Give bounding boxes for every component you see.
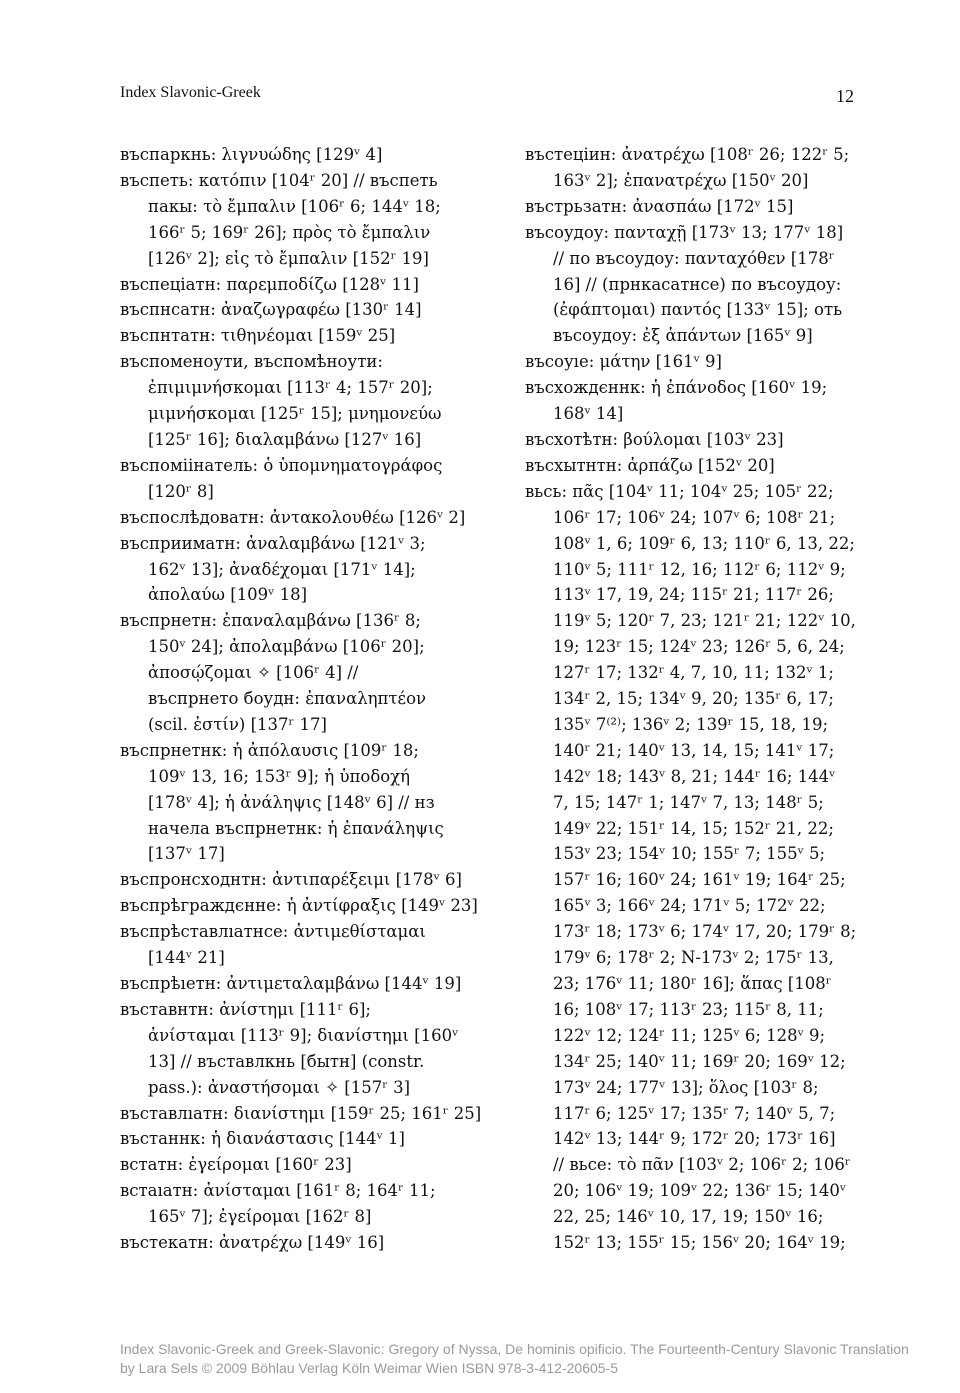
index-entry-continuation: 113ᵛ 17, 19, 24; 115ʳ 21; 117ʳ 26; [553,585,834,605]
index-entry-line: въсхождєннк: ἡ ἐπάνοδος [160ᵛ 19; [525,378,828,398]
index-entry-line: въсхытнтн: ἁρπάζω [152ᵛ 20] [525,455,775,475]
index-entry-continuation: [120ʳ 8] [148,481,214,501]
index-entry-continuation: 153ᵛ 23; 154ᵛ 10; 155ʳ 7; 155ᵛ 5; [553,844,826,864]
index-entry-line: въстекатн: ἀνατρέχω [149ᵛ 16] [120,1233,385,1253]
index-entry-continuation: 7, 15; 147ʳ 1; 147ᵛ 7, 13; 148ʳ 5; [553,792,824,812]
index-entry-continuation: 165ᵛ 3; 166ᵛ 24; 171ᵛ 5; 172ᵛ 22; [553,896,826,916]
index-entry-line: въсоуıе: μάτην [161ᵛ 9] [525,352,722,372]
index-entry-line: въсприиматн: ἀναλαμβάνω [121ᵛ 3; [120,533,426,553]
index-entry-line: встаıатн: ἀνίσταμαι [161ʳ 8; 164ʳ 11; [120,1181,436,1201]
index-entry-continuation: 119ᵛ 5; 120ʳ 7, 23; 121ʳ 21; 122ᵛ 10, [553,611,856,631]
index-entry-line: встатн: ἐγείρομαι [160ʳ 23] [120,1155,352,1175]
index-entry-line: въспоменоути, въспомѣноути: [120,352,383,372]
index-entry-continuation: 162ᵛ 13]; ἀναδέχομαι [171ᵛ 14]; [148,559,416,579]
index-column-left [120,142,482,1256]
index-entry-continuation: 110ᵛ 5; 111ʳ 12, 16; 112ʳ 6; 112ᵛ 9; [553,559,846,579]
index-entry-continuation: 22, 25; 146ᵛ 10, 17, 19; 150ᵛ 16; [553,1207,824,1227]
index-entry-continuation: 140ʳ 21; 140ᵛ 13, 14, 15; 141ᵛ 17; [553,740,835,760]
index-entry-line: въспоміінатель: ὁ ὑπομνηματογράφος [120,455,443,475]
index-entry-continuation: 142ᵛ 18; 143ᵛ 8, 21; 144ʳ 16; 144ᵛ [553,766,836,786]
index-entry-line: вьсь: πᾶς [104ᵛ 11; 104ᵛ 25; 105ʳ 22; [525,481,834,501]
index-entry-continuation: 23; 176ᵛ 11; 180ʳ 16]; ἅπας [108ʳ [553,974,832,993]
index-column-right [525,142,855,1256]
index-entry-continuation: 117ʳ 6; 125ᵛ 17; 135ʳ 7; 140ᵛ 5, 7; [553,1103,836,1123]
footer-line-1: Index Slavonic-Greek and Greek-Slavonic: Gregory of Nyssa, De hominis opificio. The Fourteenth-Century Slavonic Translation [120,1341,909,1357]
index-entry-continuation: 173ʳ 18; 173ᵛ 6; 174ᵛ 17, 20; 179ʳ 8; [553,922,857,942]
index-entry-continuation: [144ᵛ 21] [148,948,225,968]
index-entry-line: въспрнетн: ἐπαναλαμβάνω [136ʳ 8; [120,611,421,631]
index-entry-continuation: 134ʳ 25; 140ᵛ 11; 169ʳ 20; 169ᵛ 12; [553,1051,846,1071]
index-entry-continuation: 106ʳ 17; 106ᵛ 24; 107ᵛ 6; 108ʳ 21; [553,507,836,527]
index-entry-continuation: (ἐφάπτομαι) παντός [133ᵛ 15]; оть [553,300,843,320]
index-entry-continuation: ἀπολαύω [109ᵛ 18] [148,585,308,605]
index-entry-continuation: 152ʳ 13; 155ʳ 15; 156ᵛ 20; 164ᵛ 19; [553,1233,846,1253]
index-entry-line: въсхотѣтн: βούλομαι [103ᵛ 23] [525,429,784,449]
index-entry-continuation: 13] // въставлкнь [бытн] (constr. [148,1051,425,1071]
index-entry-continuation: 134ʳ 2, 15; 134ᵛ 9, 20; 135ʳ 6, 17; [553,689,834,709]
index-entry-line: въставлıатн: διανίστημι [159ʳ 25; 161ʳ 25] [120,1103,482,1123]
index-entry-continuation: μιμνήσκομαι [125ʳ 15]; μνημονεύω [148,404,442,424]
index-entry-continuation: pass.): ἀναστήσομαι ✧ [157ʳ 3] [148,1077,411,1097]
index-entry-continuation: 109ᵛ 13, 16; 153ʳ 9]; ἡ ὑποδοχή [148,766,411,786]
index-entry-continuation: ἐπιμιμνήσκομαι [113ʳ 4; 157ʳ 20]; [148,378,433,398]
index-entry-line: въспрѣставлıатнсе: ἀντιμεθίσταμαι [120,922,426,942]
index-entry-continuation: 149ᵛ 22; 151ʳ 14, 15; 152ʳ 21, 22; [553,818,834,838]
index-entry-line: въспнсатн: ἀναζωγραφέω [130ʳ 14] [120,300,422,320]
index-entry-continuation: ἀνίσταμαι [113ʳ 9]; διανίστημι [160ᵛ [148,1025,459,1045]
index-entry-line: въставнтн: ἀνίστημι [111ʳ 6]; [120,999,371,1019]
index-entry-line: въспронсходнтн: ἀντιπαρέξειμι [178ᵛ 6] [120,870,462,890]
index-entry-continuation: // вьсе: τὸ πᾶν [103ᵛ 2; 106ʳ 2; 106ʳ [553,1155,851,1175]
index-entry-continuation: начела въспрнетнк: ἡ ἐπανάληψις [148,818,444,838]
index-entry-continuation: (scil. ἐστίν) [137ʳ 17] [148,714,327,734]
index-entry-continuation: 16] // (прнкасатнсе) по въсоудоу: [553,274,842,294]
index-entry-continuation: 157ʳ 16; 160ᵛ 24; 161ᵛ 19; 164ʳ 25; [553,870,846,890]
index-entry-continuation: 163ᵛ 2]; ἐπανατρέχω [150ᵛ 20] [553,170,809,190]
index-entry-continuation: въсоудоу: ἐξ ἁπάντων [165ᵛ 9] [553,326,813,346]
index-entry-line: въспаркнь: λιγνυώδης [129ᵛ 4] [120,145,383,164]
index-entry-continuation: 135ᵛ 7⁽²⁾; 136ᵛ 2; 139ʳ 15, 18, 19; [553,714,829,734]
index-entry-continuation: // по въсоудоу: πανταχόθεν [178ʳ [553,248,835,268]
index-entry-continuation: 16; 108ᵛ 17; 113ʳ 23; 115ʳ 8, 11; [553,999,824,1019]
index-entry-line: въспрѣграждєнне: ἡ ἀντίφραξις [149ᵛ 23] [120,896,478,916]
page-number: 12 [836,86,854,106]
index-entry-continuation: 166ʳ 5; 169ʳ 26]; πρὸς τὸ ἔμπαλιν [148,222,431,242]
index-entry-line: въстрьзатн: ἀνασπάω [172ᵛ 15] [525,196,794,216]
index-entry-continuation: 168ᵛ 14] [553,404,624,424]
index-entry-continuation: 165ᵛ 7]; ἐγείρομαι [162ʳ 8] [148,1207,372,1227]
index-entry-line: въсоудоу: πανταχῇ [173ᵛ 13; 177ᵛ 18] [525,222,844,242]
index-entry-line: въспрѣıетн: ἀντιμεταλαμβάνω [144ᵛ 19] [120,974,462,993]
index-entry-line: въстеціин: ἀνατρέχω [108ʳ 26; 122ʳ 5; [525,145,850,164]
index-entry-continuation: 179ᵛ 6; 178ʳ 2; N-173ᵛ 2; 175ʳ 13, [553,948,834,968]
index-entry-line: въспнтатн: τιθηνέομαι [159ᵛ 25] [120,326,396,346]
footer-line-2: by Lara Sels © 2009 Böhlau Verlag Köln Weimar Wien ISBN 978-3-412-20605-5 [120,1360,619,1376]
index-entry-continuation: 127ʳ 17; 132ʳ 4, 7, 10, 11; 132ᵛ 1; [553,663,834,683]
index-entry-line: въспеть: κατόπιν [104ʳ 20] // въспеть [120,170,438,190]
index-entry-continuation: 19; 123ʳ 15; 124ᵛ 23; 126ʳ 5, 6, 24; [553,637,845,657]
index-entry-continuation: [125ʳ 16]; διαλαμβάνω [127ᵛ 16] [148,429,422,449]
index-entry-continuation: [137ᵛ 17] [148,844,225,864]
index-entry-continuation: 150ᵛ 24]; ἀπολαμβάνω [106ʳ 20]; [148,637,425,657]
running-title: Index Slavonic-Greek [120,84,261,101]
index-entry-continuation: 20; 106ᵛ 19; 109ᵛ 22; 136ʳ 15; 140ᵛ [553,1181,847,1201]
index-entry-continuation: въспрнето боудн: ἐπαναληπτέον [148,689,427,709]
index-entry-line: въспослѣдоватн: ἀντακολουθέω [126ᵛ 2] [120,507,466,527]
index-entry-continuation: [178ᵛ 4]; ἡ ἀνάληψις [148ᵛ 6] // нз [148,792,435,812]
index-entry-continuation: [126ᵛ 2]; εἰς τὸ ἔμπαλιν [152ʳ 19] [148,248,429,268]
index-entry-line: въспрнетнк: ἡ ἀπόλαυσις [109ʳ 18; [120,740,419,760]
index-entry-continuation: 122ᵛ 12; 124ʳ 11; 125ᵛ 6; 128ᵛ 9; [553,1025,826,1045]
index-entry-line: въстаннк: ἡ διανάστασις [144ᵛ 1] [120,1129,405,1149]
footer [120,1340,909,1378]
index-entry-continuation: пакы: τὸ ἔμπαλιν [106ʳ 6; 144ᵛ 18; [148,196,441,216]
index-entry-continuation: 142ᵛ 13; 144ʳ 9; 172ʳ 20; 173ʳ 16] [553,1129,836,1149]
index-entry-continuation: 173ᵛ 24; 177ᵛ 13]; ὅλος [103ʳ 8; [553,1077,819,1097]
index-entry-line: въспеціатн: παρεμποδίζω [128ᵛ 11] [120,274,419,294]
index-entry-continuation: 108ᵛ 1, 6; 109ʳ 6, 13; 110ʳ 6, 13, 22; [553,533,855,553]
index-entry-continuation: ἀποσῴζομαι ✧ [106ʳ 4] // [148,663,359,683]
